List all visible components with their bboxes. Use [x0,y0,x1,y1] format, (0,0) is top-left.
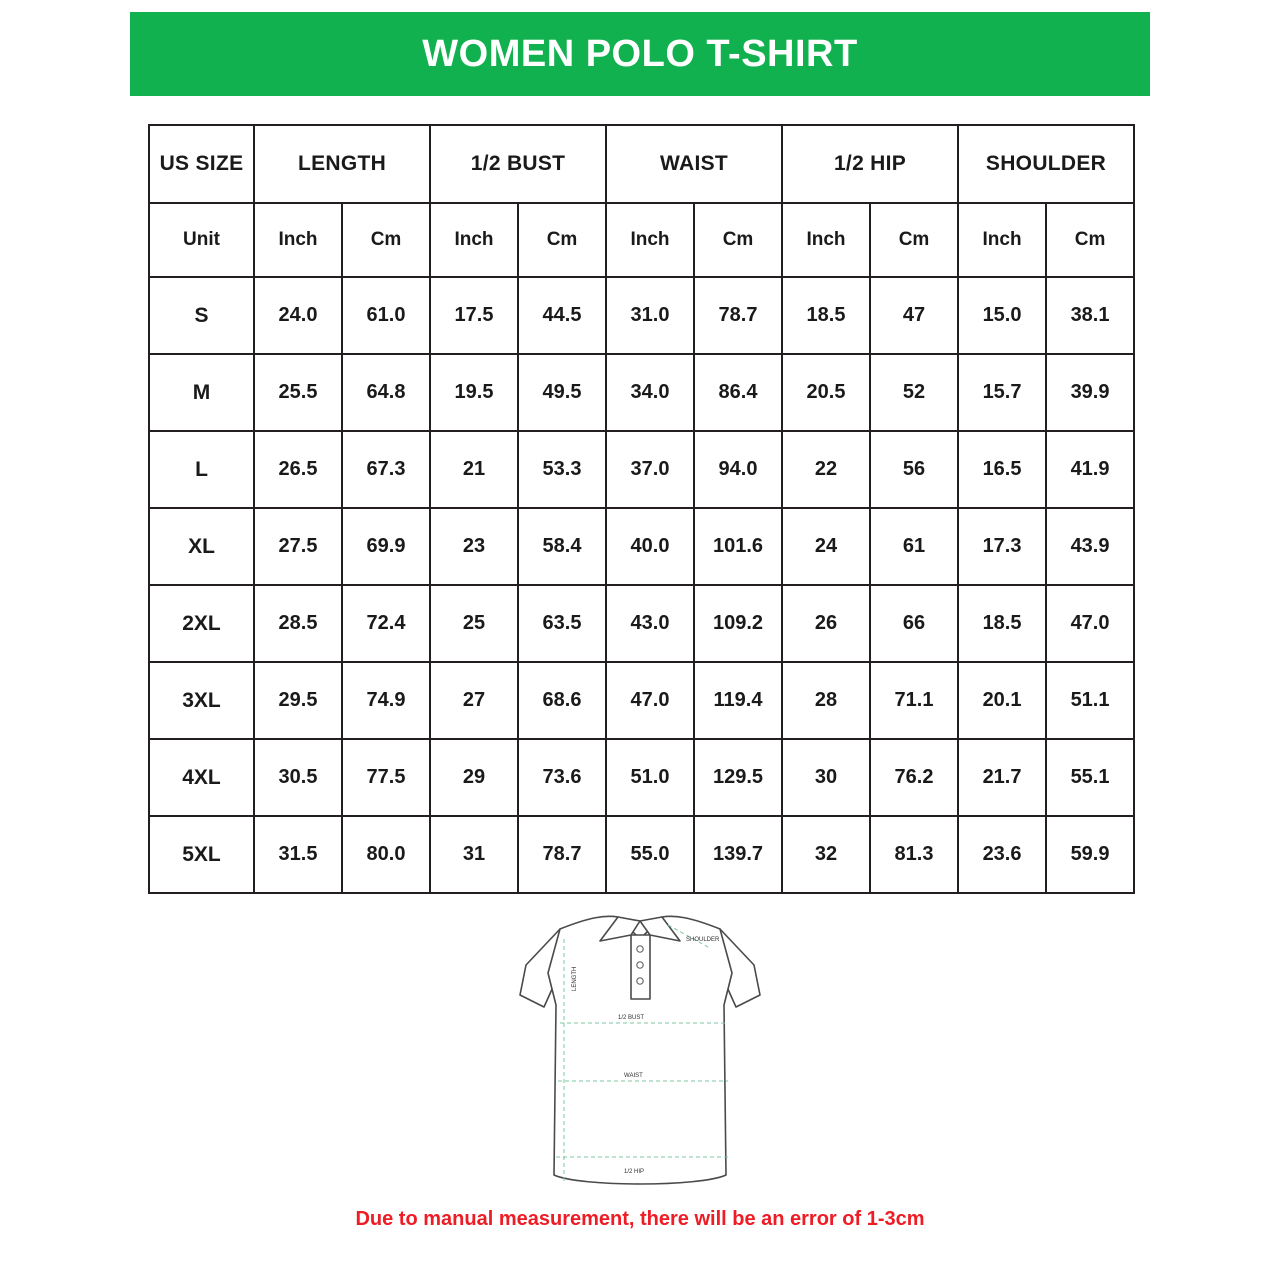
cell-length-cm: 77.5 [342,739,430,816]
cell-hip-cm: 47 [870,277,958,354]
cell-bust-inch: 29 [430,739,518,816]
cell-shoulder-cm: 47.0 [1046,585,1134,662]
diagram-label-waist: WAIST [624,1073,643,1079]
cell-length-inch: 30.5 [254,739,342,816]
cell-waist-cm: 139.7 [694,816,782,893]
diagram-label-length: LENGTH [572,966,578,991]
row-size-label: 4XL [149,739,254,816]
cell-hip-cm: 81.3 [870,816,958,893]
unit-length-cm: Cm [342,203,430,277]
group-header-waist: WAIST [606,125,782,203]
group-header-half-bust: 1/2 BUST [430,125,606,203]
cell-waist-cm: 119.4 [694,662,782,739]
cell-shoulder-inch: 15.0 [958,277,1046,354]
row-size-label: 2XL [149,585,254,662]
diagram-label-shoulder: SHOULDER [686,937,720,943]
unit-waist-inch: Inch [606,203,694,277]
table-row [149,508,1134,585]
cell-shoulder-inch: 18.5 [958,585,1046,662]
cell-bust-cm: 63.5 [518,585,606,662]
unit-bust-inch: Inch [430,203,518,277]
group-header-us-size: US SIZE [149,125,254,203]
table-row [149,354,1134,431]
cell-length-inch: 29.5 [254,662,342,739]
cell-length-cm: 61.0 [342,277,430,354]
cell-shoulder-inch: 21.7 [958,739,1046,816]
unit-shoulder-inch: Inch [958,203,1046,277]
cell-bust-inch: 27 [430,662,518,739]
cell-waist-inch: 40.0 [606,508,694,585]
header-banner [130,12,1150,96]
cell-length-cm: 67.3 [342,431,430,508]
cell-shoulder-inch: 15.7 [958,354,1046,431]
cell-waist-cm: 109.2 [694,585,782,662]
cell-length-cm: 64.8 [342,354,430,431]
cell-shoulder-cm: 59.9 [1046,816,1134,893]
cell-bust-cm: 78.7 [518,816,606,893]
cell-shoulder-inch: 20.1 [958,662,1046,739]
group-header-length: LENGTH [254,125,430,203]
cell-length-cm: 72.4 [342,585,430,662]
cell-hip-inch: 32 [782,816,870,893]
polo-shirt-diagram [500,895,780,1195]
cell-hip-cm: 71.1 [870,662,958,739]
cell-hip-inch: 24 [782,508,870,585]
cell-waist-inch: 47.0 [606,662,694,739]
cell-waist-inch: 37.0 [606,431,694,508]
group-header-shoulder: SHOULDER [958,125,1134,203]
cell-hip-inch: 28 [782,662,870,739]
unit-length-inch: Inch [254,203,342,277]
cell-waist-inch: 43.0 [606,585,694,662]
cell-hip-cm: 66 [870,585,958,662]
cell-bust-cm: 58.4 [518,508,606,585]
size-table [148,124,1135,894]
table-unit-row [149,203,1134,277]
unit-label: Unit [149,203,254,277]
cell-waist-inch: 55.0 [606,816,694,893]
cell-length-inch: 26.5 [254,431,342,508]
diagram-label-half-hip: 1/2 HIP [624,1169,645,1175]
cell-bust-cm: 73.6 [518,739,606,816]
cell-waist-inch: 51.0 [606,739,694,816]
cell-bust-inch: 25 [430,585,518,662]
cell-shoulder-cm: 41.9 [1046,431,1134,508]
group-header-half-hip: 1/2 HIP [782,125,958,203]
cell-hip-cm: 56 [870,431,958,508]
unit-shoulder-cm: Cm [1046,203,1134,277]
cell-shoulder-cm: 55.1 [1046,739,1134,816]
cell-hip-cm: 52 [870,354,958,431]
cell-bust-cm: 68.6 [518,662,606,739]
cell-bust-cm: 49.5 [518,354,606,431]
cell-shoulder-inch: 23.6 [958,816,1046,893]
cell-hip-inch: 22 [782,431,870,508]
row-size-label: S [149,277,254,354]
cell-length-cm: 69.9 [342,508,430,585]
measurement-note: Due to manual measurement, there will be an error of 1-3cm [355,1208,925,1230]
cell-length-cm: 74.9 [342,662,430,739]
size-table-container [148,124,1132,894]
diagram-label-half-bust: 1/2 BUST [618,1015,645,1021]
cell-bust-cm: 44.5 [518,277,606,354]
cell-bust-inch: 31 [430,816,518,893]
cell-bust-inch: 19.5 [430,354,518,431]
cell-hip-inch: 20.5 [782,354,870,431]
cell-bust-inch: 21 [430,431,518,508]
cell-hip-inch: 18.5 [782,277,870,354]
cell-waist-cm: 86.4 [694,354,782,431]
cell-shoulder-inch: 16.5 [958,431,1046,508]
cell-waist-cm: 101.6 [694,508,782,585]
cell-length-cm: 80.0 [342,816,430,893]
table-row [149,816,1134,893]
unit-bust-cm: Cm [518,203,606,277]
table-row [149,431,1134,508]
row-size-label: 3XL [149,662,254,739]
cell-bust-inch: 23 [430,508,518,585]
cell-bust-cm: 53.3 [518,431,606,508]
cell-hip-inch: 26 [782,585,870,662]
cell-hip-inch: 30 [782,739,870,816]
cell-waist-cm: 78.7 [694,277,782,354]
cell-length-inch: 25.5 [254,354,342,431]
cell-shoulder-cm: 43.9 [1046,508,1134,585]
cell-waist-inch: 31.0 [606,277,694,354]
cell-bust-inch: 17.5 [430,277,518,354]
cell-shoulder-cm: 51.1 [1046,662,1134,739]
table-row [149,662,1134,739]
cell-length-inch: 28.5 [254,585,342,662]
table-group-header-row [149,125,1134,203]
table-row [149,739,1134,816]
cell-shoulder-cm: 39.9 [1046,354,1134,431]
cell-waist-cm: 129.5 [694,739,782,816]
cell-length-inch: 27.5 [254,508,342,585]
cell-shoulder-inch: 17.3 [958,508,1046,585]
row-size-label: 5XL [149,816,254,893]
unit-hip-inch: Inch [782,203,870,277]
cell-shoulder-cm: 38.1 [1046,277,1134,354]
row-size-label: M [149,354,254,431]
table-row [149,277,1134,354]
table-row [149,585,1134,662]
cell-waist-cm: 94.0 [694,431,782,508]
page-title: WOMEN POLO T-SHIRT [422,33,858,75]
cell-hip-cm: 61 [870,508,958,585]
cell-waist-inch: 34.0 [606,354,694,431]
unit-waist-cm: Cm [694,203,782,277]
unit-hip-cm: Cm [870,203,958,277]
cell-length-inch: 31.5 [254,816,342,893]
cell-hip-cm: 76.2 [870,739,958,816]
cell-length-inch: 24.0 [254,277,342,354]
row-size-label: L [149,431,254,508]
row-size-label: XL [149,508,254,585]
